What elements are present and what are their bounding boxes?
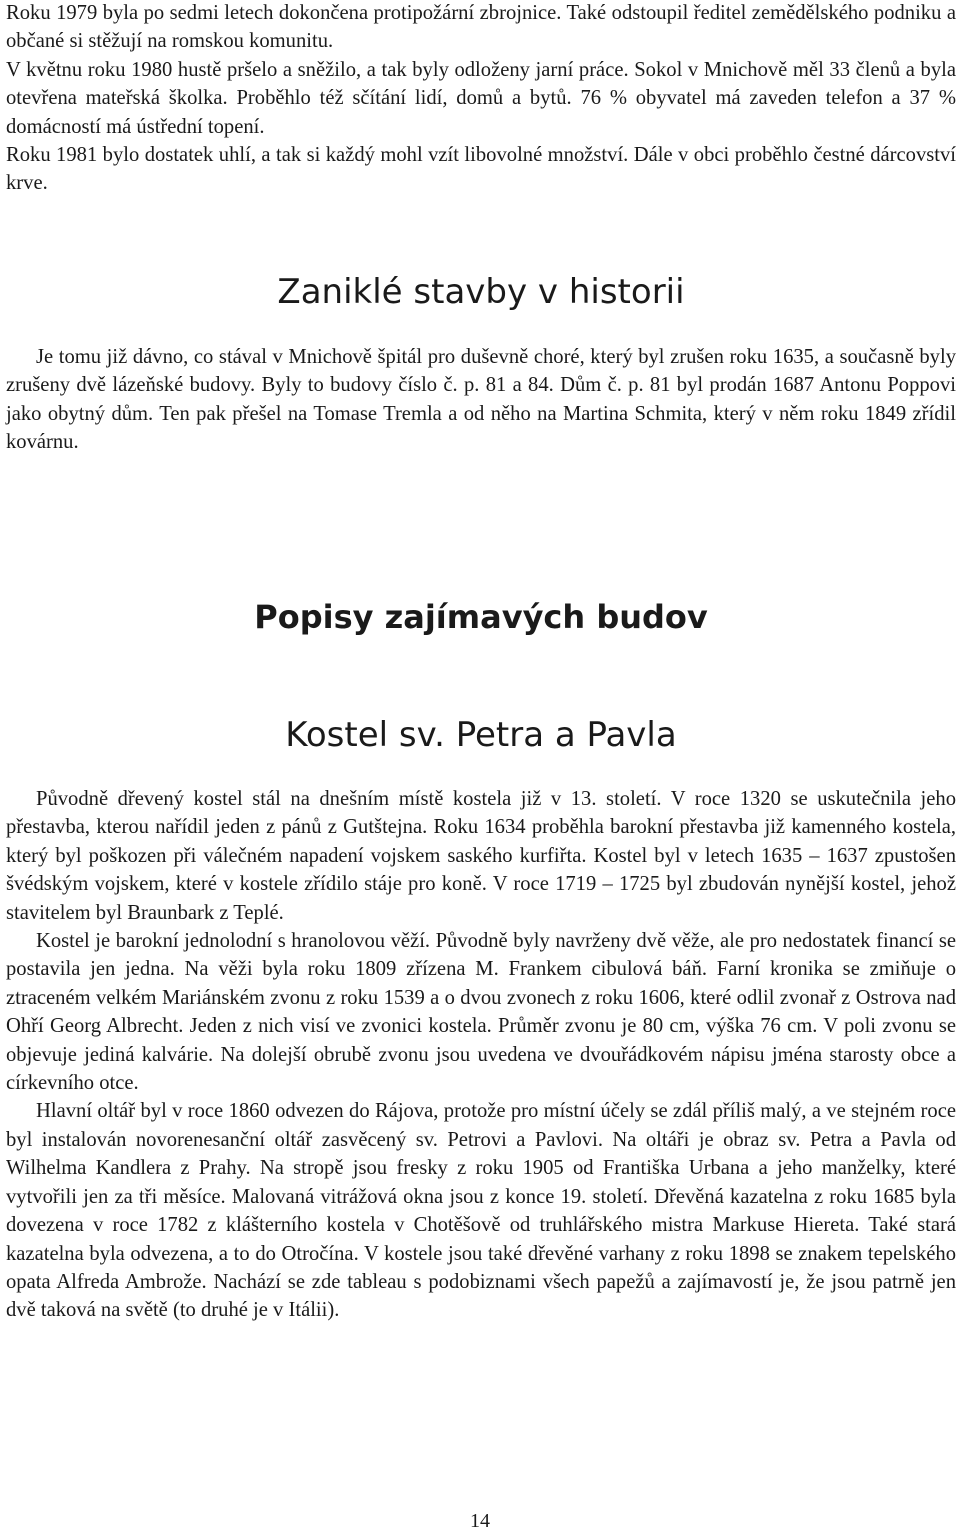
heading-kostel: Kostel sv. Petra a Pavla [285,715,677,755]
kostel-paragraph-1: Původně dřevený kostel stál na dnešním místě kostela již v 13. století. V roce 1320 se uskutečnila jeho přestavba, kterou nařídil jeden z pánů z Gutštejna. Roku 1634 proběhla barokní přestavba již kamenného kostela, který byl poškozen při válečném napadení vojskem saského kurfiřta. Kostel byl v letech 1635 – 1637 zpustošen švédským vojskem, které v kostele zřídilo stáje pro koně. V roce 1719 – 1725 byl zbudován nynější kostel, jehož stavitelem byl Braunbark z Teplé. [6,788,956,924]
intro-paragraph-1: Roku 1979 byla po sedmi letech dokončena protipožární zbrojnice. Také odstoupil ředitel zemědělského podniku a občané si stěžují na romskou komunitu. [6,2,956,53]
page-number: 14 [470,1510,490,1532]
kostel-text [6,785,956,1325]
intro-paragraph-3: Roku 1981 bylo dostatek uhlí, a tak si každý mohl vzít libovolné množství. Dále v obci proběhlo čestné dárcovství krve. [6,144,956,195]
heading-popisy-budov: Popisy zajímavých budov [254,598,708,636]
zanikle-stavby-paragraph: Je tomu již dávno, co stával v Mnichově špitál pro duševně choré, který byl zrušen roku 1635, a současně byly zrušeny dvě lázeňské budovy. Byly to budovy číslo č. p. 81 a 84. Dům č. p. 81 byl prodán 1687 Antonu Poppovi jako obytný dům. Ten pak přešel na Tomase Tremla a od něho na Martina Schmita, který v něm roku 1849 zřídil kovárnu. [6,346,956,454]
kostel-paragraph-2: Kostel je barokní jednolodní s hranolovou věží. Původně byly navrženy dvě věže, ale pro nedostatek financí se postavila jen jedna. Na věži byla roku 1809 zřízena M. Frankem cibulová báň. Farní kronika se zmiňuje o ztraceném velkém Mariánském zvonu z roku 1539 a o dvou zvonech z roku 1606, které odlil zvonař z Ostrova nad Ohří Georg Albrecht. Jeden z nich visí ve zvonici kostela. Průměr zvonu je 80 cm, výška 76 cm. V poli zvonu se objevuje jediná kalvárie. Na dolejší obrubě zvonu jsou uvedena ve dvouřádkovém nápisu jména starosty obce a církevního otce. [6,930,956,1095]
intro-paragraph-2: V květnu roku 1980 hustě pršelo a sněžilo, a tak byly odloženy jarní práce. Sokol v Mnichově měl 33 členů a byla otevřena mateřská školka. Proběhlo též sčítání lidí, domů a bytů. 76 % obyvatel má zaveden telefon a 37 % domácností má ústřední topení. [6,58,956,138]
heading-zanikle-stavby: Zaniklé stavby v historii [277,272,685,312]
kostel-paragraph-3: Hlavní oltář byl v roce 1860 odvezen do Rájova, protože pro místní účely se zdál příliš malý, a ve stejném roce byl instalován novorenesanční oltář zasvěcený sv. Petrovi a Pavlovi. Na oltáři je obraz sv. Petra a Pavla od Wilhelma Kandlera z Prahy. Na stropě jsou fresky z roku 1905 od Františka Urbana a jeho manželky, které vytvořili jen za tři měsíce. Malovaná vitrážová okna jsou z konce 19. století. Dřevěná kazatelna z roku 1685 byla dovezena v roce 1782 z klášterního kostela v Chotěšově od truhlářského mistra Markuse Hiereta. Také stará kazatelna byla odvezena, a to do Otročína. V kostele jsou také dřevěné varhany z roku 1898 se znakem tepelského opata Alfreda Ambrože. Nachází se zde tableau s podobiznami všech papežů a zajímavostí je, že jsou patrně jen dvě taková na světě (to druhé je v Itálii). [6,1100,956,1322]
intro-block [6,0,956,198]
